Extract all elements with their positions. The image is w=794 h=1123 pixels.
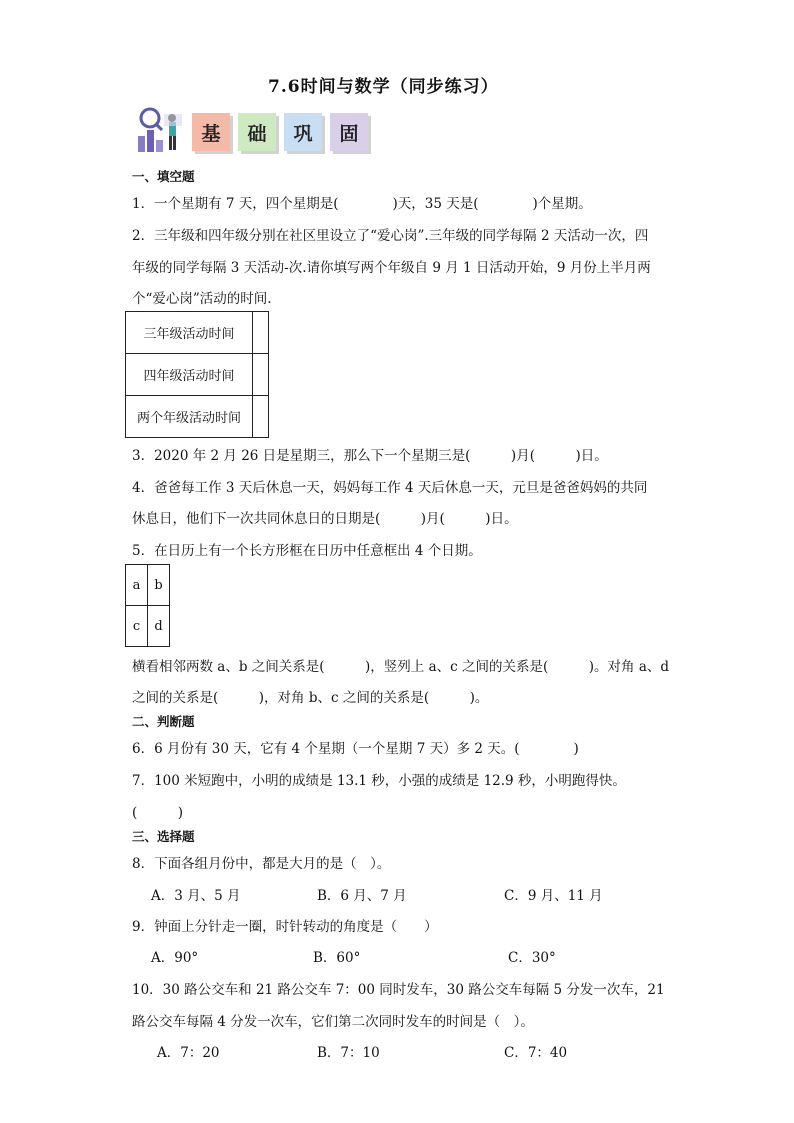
banner-tile-3 xyxy=(284,113,322,151)
question-5-line-1: 5．在日历上有一个长方形框在日历中任意框出 4 个日期。 xyxy=(132,543,482,559)
question-10-line-2: 路公交车每隔 4 分发一次车，它们第二次同时发车的时间是（ ）。 xyxy=(132,1014,534,1030)
question-6: 6．6 月份有 30 天，它有 4 个星期（一个星期 7 天）多 2 天。( ) xyxy=(132,741,579,757)
calendar-box xyxy=(125,564,170,647)
section-heading-choice: 三、选择题 xyxy=(132,829,195,844)
activity-table xyxy=(125,311,269,438)
banner-tile-4 xyxy=(330,113,368,151)
question-7-line-1: 7．100 米短跑中，小明的成绩是 13.1 秒，小强的成绩是 12.9 秒，小明跑得快。 xyxy=(132,773,626,789)
banner-tile-3-text: 巩 xyxy=(293,122,313,145)
question-10-option-b[interactable]: B．7：10 xyxy=(317,1045,380,1061)
page-title: 7.6时间与数学（同步练习） xyxy=(268,77,499,97)
question-5-line-3: 之间的关系是( )，对角 b、c 之间的关系是( )。 xyxy=(132,690,489,706)
table-row xyxy=(126,606,170,647)
banner-tile-4-text: 固 xyxy=(339,122,359,145)
question-9-option-b[interactable]: B．60° xyxy=(313,950,361,966)
cell-a: a xyxy=(126,565,148,606)
question-4-line-1: 4．爸爸每工作 3 天后休息一天，妈妈每工作 4 天后休息一天，元旦是爸爸妈妈的共同 xyxy=(132,480,648,496)
question-8-option-c[interactable]: C．9 月、11 月 xyxy=(504,888,603,904)
answer-cell-both[interactable] xyxy=(253,396,269,438)
magnifier-figure-icon xyxy=(132,106,188,156)
row-label-grade3: 三年级活动时间 xyxy=(126,312,253,354)
answer-cell-grade3[interactable] xyxy=(253,312,269,354)
question-1: 1．一个星期有 7 天，四个星期是( )天，35 天是( )个星期。 xyxy=(132,196,592,212)
cell-c: c xyxy=(126,606,148,647)
question-8-stem: 8．下面各组月份中，都是大月的是（ ）。 xyxy=(132,856,391,872)
question-8-option-b[interactable]: B．6 月、7 月 xyxy=(317,888,407,904)
section-heading-fill: 一、填空题 xyxy=(132,169,195,184)
question-2-line-1: 2．三年级和四年级分别在社区里设立了“爱心岗”.三年级的同学每隔 2 天活动一次，四 xyxy=(132,228,649,244)
question-9-stem: 9．钟面上分针走一圈，时针转动的角度是（ ） xyxy=(132,919,438,935)
banner-tile-2-text: 础 xyxy=(247,122,267,145)
question-10-option-c[interactable]: C．7：40 xyxy=(504,1045,568,1061)
section-banner xyxy=(132,106,382,156)
row-label-grade4: 四年级活动时间 xyxy=(126,354,253,396)
question-3: 3．2020 年 2 月 26 日是星期三，那么下一个星期三是( )月( )日。 xyxy=(132,448,608,464)
question-5-line-2: 横看相邻两数 a、b 之间关系是( )，竖列上 a、c 之间的关系是( )。对角 a、d xyxy=(132,659,670,675)
row-label-both: 两个年级活动时间 xyxy=(126,396,253,438)
cell-d: d xyxy=(148,606,170,647)
question-2-line-2: 年级的同学每隔 3 天活动-次.请你填写两个年级自 9 月 1 日活动开始，9 月份上半月两 xyxy=(132,260,651,276)
banner-tile-2 xyxy=(238,113,276,151)
table-row xyxy=(126,396,269,438)
question-2-line-3: 个“爱心岗”活动的时间. xyxy=(132,291,272,307)
question-4-line-2: 休息日，他们下一次共同休息日的日期是( )月( )日。 xyxy=(132,511,518,527)
table-row xyxy=(126,354,269,396)
answer-cell-grade4[interactable] xyxy=(253,354,269,396)
banner-tile-1 xyxy=(192,113,230,151)
question-9-option-c[interactable]: C．30° xyxy=(508,950,556,966)
table-row xyxy=(126,312,269,354)
banner-tile-1-text: 基 xyxy=(201,122,221,145)
question-9-option-a[interactable]: A．90° xyxy=(151,950,199,966)
question-8-option-a[interactable]: A．3 月、5 月 xyxy=(151,888,241,904)
section-heading-judge: 二、判断题 xyxy=(132,714,195,729)
table-row xyxy=(126,565,170,606)
question-10-option-a[interactable]: A．7：20 xyxy=(157,1045,220,1061)
question-10-line-1: 10．30 路公交车和 21 路公交车 7：00 同时发车，30 路公交车每隔 5 分发一次车，21 xyxy=(132,982,665,998)
question-7-line-2: ( ) xyxy=(132,805,184,821)
cell-b: b xyxy=(148,565,170,606)
